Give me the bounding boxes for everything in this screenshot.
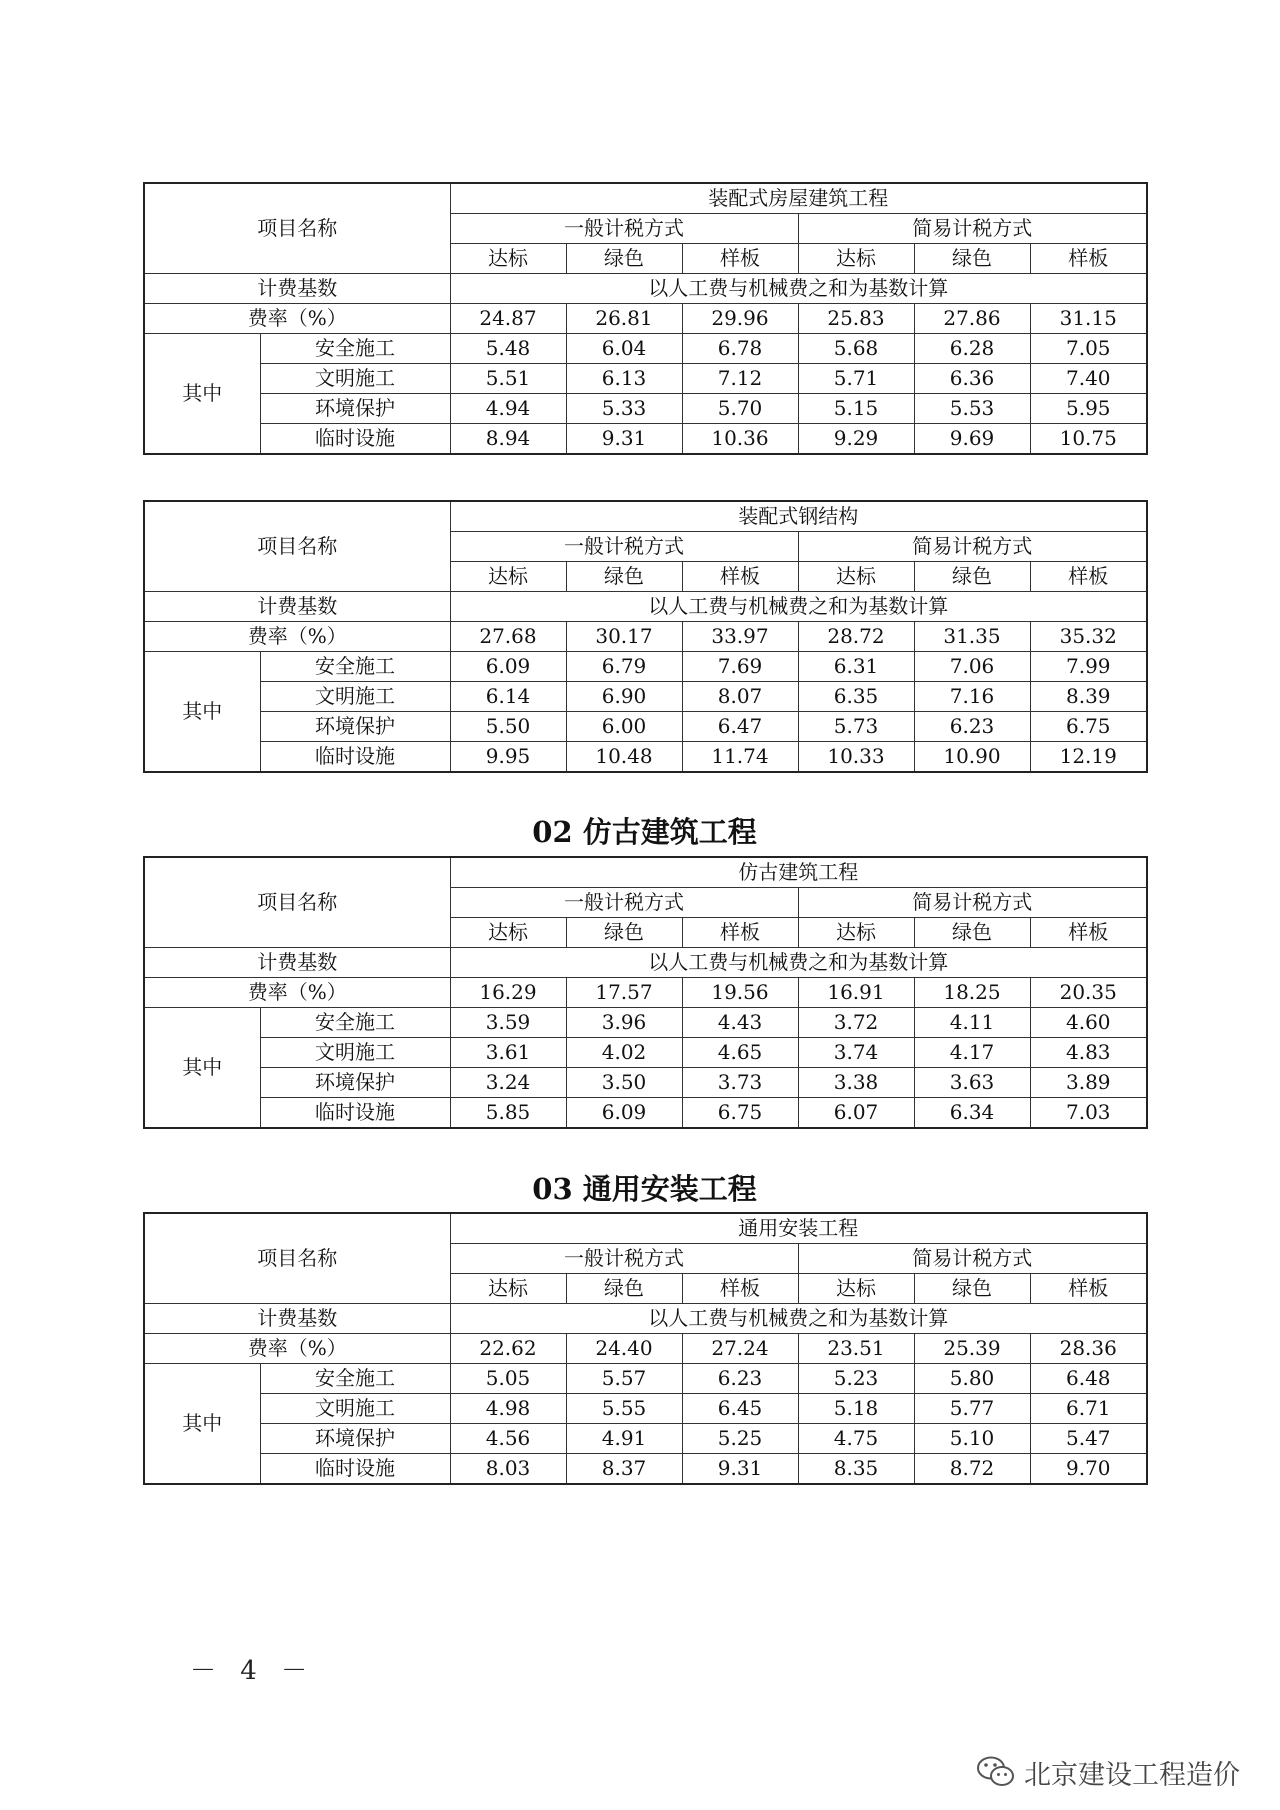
table-cell: 5.10 [914,1424,1030,1454]
table-cell: 11.74 [682,742,798,773]
table-cell: 6.23 [682,1364,798,1394]
table-row [144,742,1147,773]
rate-cell: 20.35 [1030,978,1147,1008]
rate-cell: 24.40 [566,1334,682,1364]
sub-item-label: 安全施工 [260,652,450,682]
table-cell: 5.47 [1030,1424,1147,1454]
rate-cell: 22.62 [450,1334,566,1364]
table-row [144,1068,1147,1098]
fee-table-block [143,182,1146,455]
sub-item-label: 文明施工 [260,682,450,712]
table-cell: 4.02 [566,1038,682,1068]
rate-cell: 35.32 [1030,622,1147,652]
sub-item-label: 临时设施 [260,742,450,773]
grade-header: 绿色 [914,244,1030,274]
item-name-header: 项目名称 [144,1213,450,1304]
table-row [144,1008,1147,1038]
grade-header: 样板 [682,918,798,948]
rate-label: 费率（%） [144,978,450,1008]
table-cell: 5.73 [798,712,914,742]
table-cell: 6.47 [682,712,798,742]
table-cell: 5.55 [566,1394,682,1424]
table-cell: 5.25 [682,1424,798,1454]
table-cell: 8.94 [450,424,566,455]
rate-cell: 26.81 [566,304,682,334]
grade-header: 达标 [450,918,566,948]
table-row [144,652,1147,682]
wechat-icon [976,1755,1016,1789]
table-cell: 6.00 [566,712,682,742]
table-cell: 5.15 [798,394,914,424]
rate-cell: 18.25 [914,978,1030,1008]
table-cell: 3.61 [450,1038,566,1068]
table-cell: 7.03 [1030,1098,1147,1129]
table-cell: 3.38 [798,1068,914,1098]
table-cell: 5.48 [450,334,566,364]
table-cell: 4.11 [914,1008,1030,1038]
fee-rate-table [143,1212,1148,1485]
grade-header: 绿色 [914,562,1030,592]
table-row [144,1038,1147,1068]
grade-header: 样板 [682,562,798,592]
sub-item-label: 文明施工 [260,364,450,394]
table-title: 装配式钢结构 [450,501,1147,532]
table-cell: 3.24 [450,1068,566,1098]
table-cell: 8.39 [1030,682,1147,712]
table-title: 仿古建筑工程 [450,857,1147,888]
grade-header: 达标 [450,1274,566,1304]
rate-cell: 24.87 [450,304,566,334]
table-cell: 6.09 [450,652,566,682]
table-cell: 10.33 [798,742,914,773]
rate-cell: 27.68 [450,622,566,652]
sub-item-label: 安全施工 [260,334,450,364]
fee-table-block [143,856,1146,1129]
sub-item-label: 文明施工 [260,1394,450,1424]
page-number: － 4 － [190,1656,316,1686]
table-cell: 5.33 [566,394,682,424]
rate-label: 费率（%） [144,304,450,334]
table-cell: 3.63 [914,1068,1030,1098]
table-row [144,364,1147,394]
table-cell: 4.83 [1030,1038,1147,1068]
table-cell: 3.73 [682,1068,798,1098]
sub-item-label: 临时设施 [260,1098,450,1129]
sub-item-label: 安全施工 [260,1008,450,1038]
grade-header: 绿色 [914,1274,1030,1304]
simple-tax-header: 简易计税方式 [798,532,1147,562]
grade-header: 达标 [798,244,914,274]
fee-base-value: 以人工费与机械费之和为基数计算 [450,274,1147,304]
table-cell: 9.70 [1030,1454,1147,1485]
simple-tax-header: 简易计税方式 [798,1244,1147,1274]
rate-cell: 16.91 [798,978,914,1008]
item-name-header: 项目名称 [144,501,450,592]
table-cell: 5.18 [798,1394,914,1424]
table-cell: 5.71 [798,364,914,394]
grade-header: 绿色 [566,1274,682,1304]
rate-cell: 28.36 [1030,1334,1147,1364]
table-cell: 5.53 [914,394,1030,424]
rate-cell: 17.57 [566,978,682,1008]
of-which-label: 其中 [144,1008,260,1129]
table-cell: 6.71 [1030,1394,1147,1424]
table-cell: 3.72 [798,1008,914,1038]
table-cell: 4.56 [450,1424,566,1454]
rate-cell: 16.29 [450,978,566,1008]
sub-item-label: 环境保护 [260,394,450,424]
table-cell: 6.75 [682,1098,798,1129]
grade-header: 达标 [798,918,914,948]
rate-label: 费率（%） [144,622,450,652]
table-cell: 6.75 [1030,712,1147,742]
table-cell: 7.40 [1030,364,1147,394]
table-cell: 5.85 [450,1098,566,1129]
grade-header: 样板 [1030,244,1147,274]
grade-header: 绿色 [566,244,682,274]
table-row [144,1364,1147,1394]
grade-header: 样板 [682,1274,798,1304]
grade-header: 样板 [682,244,798,274]
table-cell: 5.68 [798,334,914,364]
table-cell: 3.59 [450,1008,566,1038]
rate-row [144,978,1147,1008]
table-cell: 6.28 [914,334,1030,364]
grade-header: 样板 [1030,918,1147,948]
table-cell: 3.89 [1030,1068,1147,1098]
table-cell: 4.98 [450,1394,566,1424]
grade-header: 绿色 [566,918,682,948]
table-cell: 3.96 [566,1008,682,1038]
sub-item-label: 文明施工 [260,1038,450,1068]
general-tax-header: 一般计税方式 [450,888,798,918]
table-cell: 5.05 [450,1364,566,1394]
table-row [144,682,1147,712]
table-cell: 4.60 [1030,1008,1147,1038]
table-cell: 4.91 [566,1424,682,1454]
rate-cell: 23.51 [798,1334,914,1364]
table-row [144,334,1147,364]
rate-cell: 29.96 [682,304,798,334]
table-cell: 8.72 [914,1454,1030,1485]
fee-base-label: 计费基数 [144,948,450,978]
table-cell: 5.51 [450,364,566,394]
fee-rate-table [143,500,1148,773]
table-cell: 6.36 [914,364,1030,394]
fee-rate-table [143,182,1148,455]
table-title: 通用安装工程 [450,1213,1147,1244]
sub-item-label: 安全施工 [260,1364,450,1394]
table-row [144,1454,1147,1485]
sub-item-label: 临时设施 [260,424,450,455]
of-which-label: 其中 [144,1364,260,1485]
rate-cell: 28.72 [798,622,914,652]
table-cell: 8.35 [798,1454,914,1485]
table-row [144,394,1147,424]
table-cell: 4.94 [450,394,566,424]
sub-item-label: 临时设施 [260,1454,450,1485]
rate-label: 费率（%） [144,1334,450,1364]
fee-rate-table [143,856,1148,1129]
section-title: 03 通用安装工程 [532,1172,757,1206]
table-cell: 12.19 [1030,742,1147,773]
sub-item-label: 环境保护 [260,1424,450,1454]
rate-cell: 25.39 [914,1334,1030,1364]
rate-cell: 31.15 [1030,304,1147,334]
table-row [144,1424,1147,1454]
fee-base-label: 计费基数 [144,1304,450,1334]
fee-base-label: 计费基数 [144,592,450,622]
grade-header: 达标 [450,562,566,592]
fee-base-label: 计费基数 [144,274,450,304]
watermark-text: 北京建设工程造价 [1024,1759,1240,1791]
table-cell: 10.75 [1030,424,1147,455]
table-cell: 9.69 [914,424,1030,455]
table-row [144,712,1147,742]
table-cell: 5.95 [1030,394,1147,424]
table-cell: 3.50 [566,1068,682,1098]
table-cell: 6.04 [566,334,682,364]
table-cell: 7.16 [914,682,1030,712]
fee-table-block [143,500,1146,773]
simple-tax-header: 简易计税方式 [798,214,1147,244]
sub-item-label: 环境保护 [260,712,450,742]
table-cell: 6.07 [798,1098,914,1129]
table-cell: 6.45 [682,1394,798,1424]
rate-cell: 25.83 [798,304,914,334]
table-cell: 7.05 [1030,334,1147,364]
item-name-header: 项目名称 [144,183,450,274]
table-cell: 3.74 [798,1038,914,1068]
table-cell: 6.90 [566,682,682,712]
rate-cell: 31.35 [914,622,1030,652]
table-cell: 5.50 [450,712,566,742]
rate-cell: 33.97 [682,622,798,652]
table-cell: 7.12 [682,364,798,394]
section-title: 02 仿古建筑工程 [532,815,757,849]
table-row [144,424,1147,455]
rate-cell: 19.56 [682,978,798,1008]
grade-header: 绿色 [566,562,682,592]
fee-base-value: 以人工费与机械费之和为基数计算 [450,948,1147,978]
table-cell: 6.14 [450,682,566,712]
table-cell: 8.07 [682,682,798,712]
sub-item-label: 环境保护 [260,1068,450,1098]
simple-tax-header: 简易计税方式 [798,888,1147,918]
table-cell: 7.06 [914,652,1030,682]
watermark [976,1752,1240,1792]
table-cell: 10.90 [914,742,1030,773]
item-name-header: 项目名称 [144,857,450,948]
rate-row [144,304,1147,334]
table-cell: 8.03 [450,1454,566,1485]
table-cell: 5.70 [682,394,798,424]
of-which-label: 其中 [144,652,260,773]
table-cell: 9.31 [566,424,682,455]
grade-header: 样板 [1030,562,1147,592]
grade-header: 达标 [798,1274,914,1304]
table-cell: 6.23 [914,712,1030,742]
fee-base-value: 以人工费与机械费之和为基数计算 [450,1304,1147,1334]
table-cell: 7.69 [682,652,798,682]
rate-row [144,1334,1147,1364]
table-cell: 9.95 [450,742,566,773]
table-cell: 6.79 [566,652,682,682]
rate-cell: 27.24 [682,1334,798,1364]
table-row [144,1394,1147,1424]
fee-table-block [143,1212,1146,1485]
grade-header: 达标 [798,562,914,592]
grade-header: 样板 [1030,1274,1147,1304]
table-cell: 6.09 [566,1098,682,1129]
general-tax-header: 一般计税方式 [450,214,798,244]
table-cell: 4.43 [682,1008,798,1038]
table-cell: 10.48 [566,742,682,773]
table-cell: 4.65 [682,1038,798,1068]
table-cell: 6.13 [566,364,682,394]
grade-header: 绿色 [914,918,1030,948]
rate-row [144,622,1147,652]
table-cell: 5.23 [798,1364,914,1394]
table-cell: 4.17 [914,1038,1030,1068]
grade-header: 达标 [450,244,566,274]
rate-cell: 30.17 [566,622,682,652]
table-cell: 6.31 [798,652,914,682]
table-cell: 6.35 [798,682,914,712]
general-tax-header: 一般计税方式 [450,1244,798,1274]
table-cell: 7.99 [1030,652,1147,682]
table-cell: 4.75 [798,1424,914,1454]
table-cell: 5.57 [566,1364,682,1394]
table-title: 装配式房屋建筑工程 [450,183,1147,214]
general-tax-header: 一般计税方式 [450,532,798,562]
table-cell: 6.48 [1030,1364,1147,1394]
of-which-label: 其中 [144,334,260,455]
table-cell: 9.31 [682,1454,798,1485]
table-cell: 5.80 [914,1364,1030,1394]
fee-base-value: 以人工费与机械费之和为基数计算 [450,592,1147,622]
rate-cell: 27.86 [914,304,1030,334]
table-cell: 6.78 [682,334,798,364]
table-cell: 5.77 [914,1394,1030,1424]
table-cell: 10.36 [682,424,798,455]
table-cell: 8.37 [566,1454,682,1485]
table-row [144,1098,1147,1129]
table-cell: 6.34 [914,1098,1030,1129]
table-cell: 9.29 [798,424,914,455]
